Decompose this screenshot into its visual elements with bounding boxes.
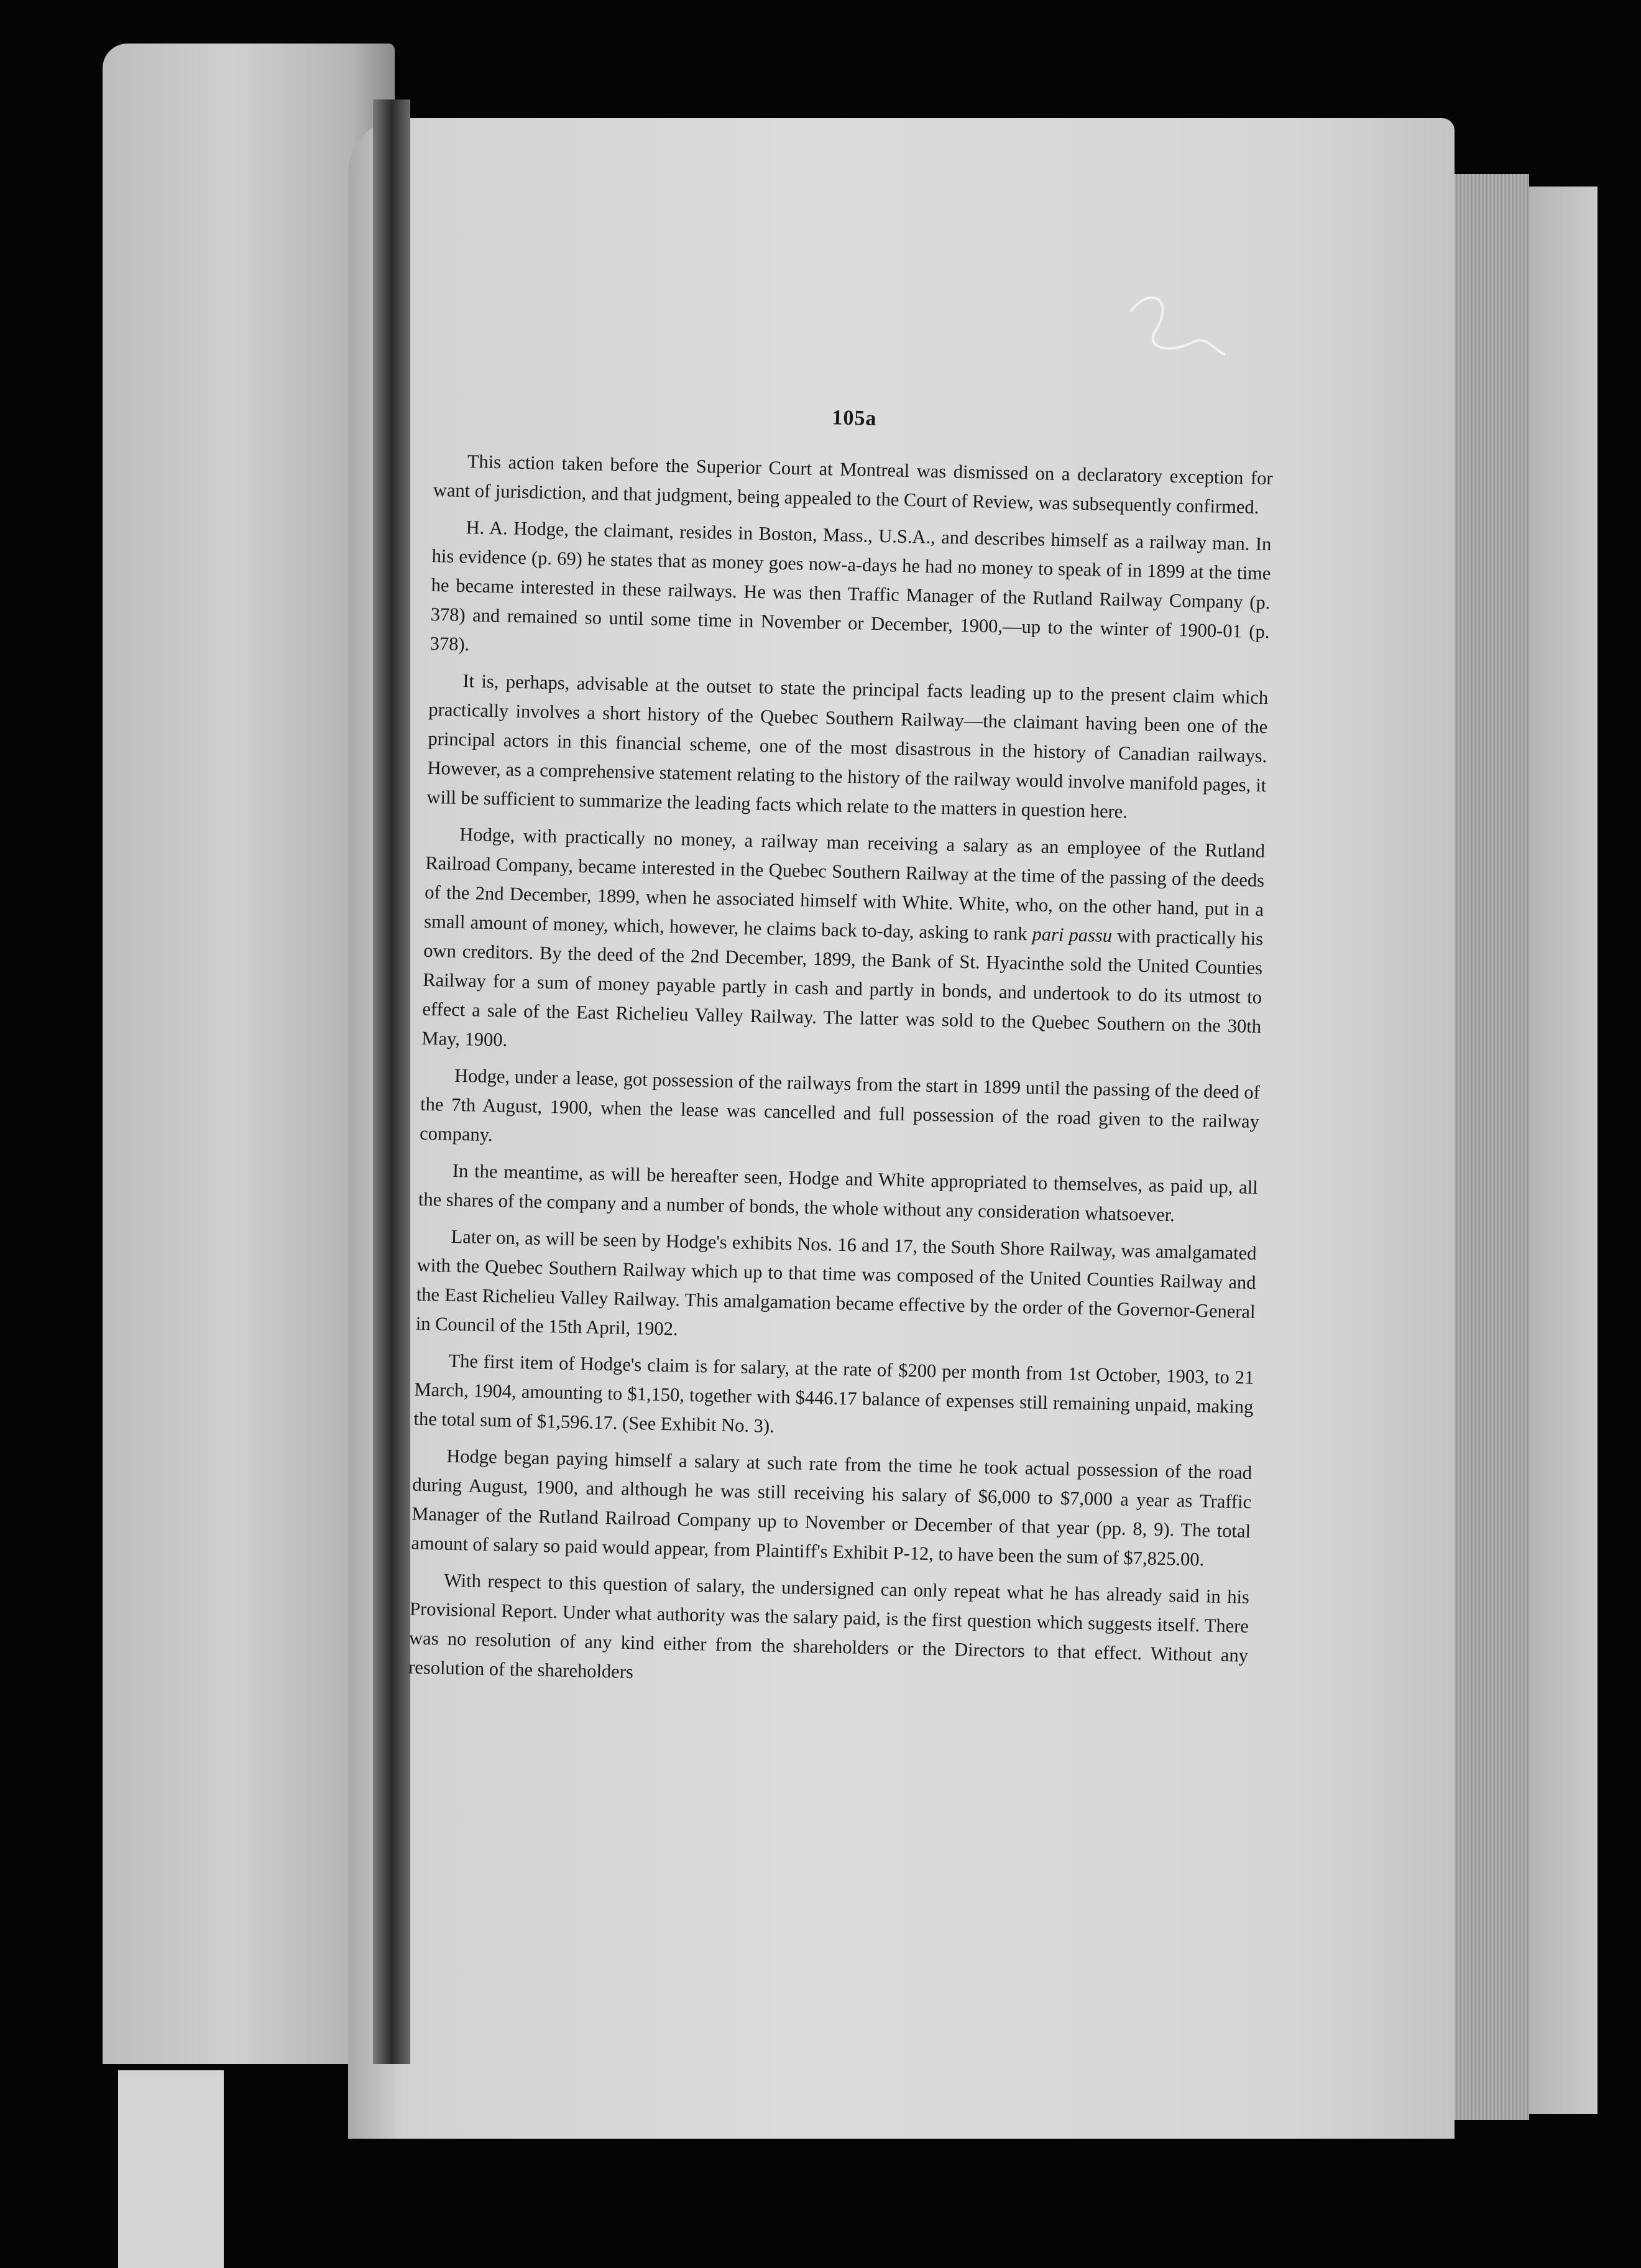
paragraph-3: It is, perhaps, advisable at the outset to state the principal facts leading up to the present claim which practically involves a short history of the Quebec Southern Railway—the claimant having been one of the principal actors in this financial scheme, one of the most disastrous in the history of Canadian railways. However, as a comprehensive statement relating to the history of the railway would involve manifold pages, it will be sufficient to summarize the leading facts which relate to the matters in question here. <box>426 670 1269 823</box>
paragraph-4-part-1: Hodge, with practically no money, a railway man receiving a salary as an employee of the Rutland Railroad Company, became interested in the Quebec Southern Railway at the time of the passing of the deeds of the 2nd December, 1899, when he associated himself with White. White, who, on the other hand, put in a small amount of money, which, however, he claims back to-day, asking to rank <box>424 823 1266 945</box>
page-edges <box>1442 174 1529 2120</box>
paragraph-10: With respect to this question of salary, the undersigned can only repeat what he has already said in his Provisional Report. Under what authority was the salary paid, is the first question which suggests itself. There was no resolution of any kind either from the shareholders or the Directors to that effect. Without any resolution of the shareholders <box>408 1569 1250 1683</box>
paragraph-8: The first item of Hodge's claim is for salary, at the rate of $200 per month from 1st October, 1903, to 21 March, 1904, amounting to $1,150, together with $446.17 balance of expenses still remaining unpaid, making the total sum of $1,596.17. (See Exhibit No. 3). <box>413 1350 1254 1437</box>
paragraph-6: In the meantime, as will be hereafter seen, Hodge and White appropriated to themselves, as paid up, all the shares of the company and a number of bonds, the whole without any consideration whatsoever. <box>418 1159 1259 1226</box>
paragraph-2: H. A. Hodge, the claimant, resides in Boston, Mass., U.S.A., and describes himself as a railway man. In his evidence (p. 69) he states that as money goes now-a-days he had no money to speak of in 1899 at the time he became interested in these railways. He was then Traffic Manager of the Rutland Railway Company (p. 378) and remained so until some time in November or December, 1900,—up to the winter of 1900-01 (p. 378). <box>430 517 1272 655</box>
page-number: 105a <box>832 406 877 430</box>
book-gutter <box>373 99 410 2064</box>
paragraph-4 <box>421 819 1266 1071</box>
paragraph-1: This action taken before the Superior Court at Montreal was dismissed on a declaratory exception for want of jurisdiction, and that judgment, being appealed to the Court of Review, was subsequently confirmed. <box>433 451 1273 518</box>
paragraph-5: Hodge, under a lease, got possession of the railways from the start in 1899 until the passing of the deed of the 7th August, 1900, when the lease was cancelled and full possession of the road given to the railway company. <box>419 1064 1261 1146</box>
lower-page-strip <box>118 2070 224 2268</box>
paragraph-7: Later on, as will be seen by Hodge's exhibits Nos. 16 and 17, the South Shore Railway, was amalgamated with the Quebec Southern Railway which up to that time was composed of the United Counties Railway and the East Richelieu Valley Railway. This amalgamation became effective by the order of the Governor-General in Council of the 15th April, 1902. <box>415 1225 1257 1340</box>
pencil-mark-icon <box>1106 274 1231 398</box>
paragraph-4-italic: pari passu <box>1032 923 1113 946</box>
paragraph-4-part-2: with practically his own creditors. By the deed of the 2nd December, 1899, the Bank of St. Hyacinthe sold the United Counties Railway for a sum of money payable partly in cash and partly in bonds, and undertook to do its utmost to effect a sale of the East Richelieu Valley Railway. The latter was sold to the Quebec Southern on the 30th May, 1900. <box>421 925 1264 1051</box>
paragraph-9: Hodge began paying himself a salary at such rate from the time he took actual possession of the road during August, 1900, and although he was still receiving his salary of $6,000 to $7,000 a year as Traffic Manager of the Rutland Railroad Company up to November or December of that year (pp. 8, 9). The total amount of salary so paid would appear, from Plaintiff's Exhibit P-12, to have been the sum of $7,825.00. <box>411 1445 1253 1570</box>
document-text <box>408 398 1274 1707</box>
